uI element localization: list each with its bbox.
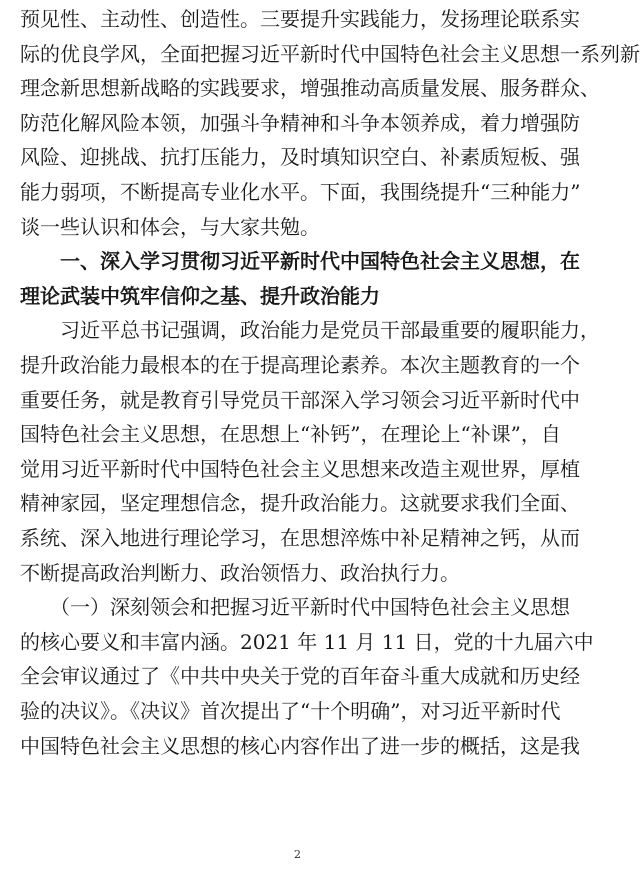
section-heading-line: 一、深入学习贯彻习近平新时代中国特色社会主义思想，在 [20, 249, 580, 274]
page-number: 2 [294, 848, 301, 861]
paragraph-line: 防范化解风险本领，加强斗争精神和斗争本领养成，着力增强防 [20, 110, 580, 135]
paragraph-line: 全会审议通过了《中共中央关于党的百年奋斗重大成就和历史经 [20, 664, 580, 689]
paragraph-line: 预见性、主动性、创造性。三要提升实践能力，发扬理论联系实 [20, 7, 580, 31]
paragraph-line: 际的优良学风，全面把握习近平新时代中国特色社会主义思想一系列新 [20, 41, 640, 66]
paragraph-line: 提升政治能力最根本的在于提高理论素养。本次主题教育的一个 [20, 353, 580, 377]
paragraph-line: 国特色社会主义思想，在思想上“补钙”，在理论上“补课”，自 [20, 422, 561, 447]
paragraph-line: 谈一些认识和体会，与大家共勉。 [20, 214, 320, 239]
paragraph-line: 重要任务，就是教育引导党员干部深入学习领会习近平新时代中 [20, 387, 580, 412]
paragraph-line: 不断提高政治判断力、政治领悟力、政治执行力。 [20, 560, 460, 585]
paragraph-line: 风险、迎挑战、抗打压能力，及时填知识空白、补素质短板、强 [20, 145, 580, 170]
paragraph-line: 习近平总书记强调，政治能力是党员干部最重要的履职能力， [20, 318, 600, 343]
paragraph-line: 觉用习近平新时代中国特色社会主义思想来改造主观世界，厚植 [20, 456, 580, 481]
paragraph-line: 验的决议》。《决议》首次提出了“十个明确”，对习近平新时代 [20, 699, 561, 723]
paragraph-line: 中国特色社会主义思想的核心内容作出了进一步的概括，这是我 [20, 733, 580, 758]
paragraph-line: （一）深刻领会和把握习近平新时代中国特色社会主义思想 [20, 595, 570, 620]
paragraph-line: 系统、深入地进行理论学习，在思想淬炼中补足精神之钙，从而 [20, 526, 580, 550]
section-heading-line: 理论武装中筑牢信仰之基、提升政治能力 [20, 283, 380, 308]
paragraph-line: 理念新思想新战略的实践要求，增强推动高质量发展、服务群众、 [20, 76, 600, 101]
paragraph-line: 的核心要义和丰富内涵。2021 年 11 月 11 日，党的十九届六中 [20, 629, 594, 654]
paragraph-line: 精神家园，坚定理想信念，提升政治能力。这就要求我们全面、 [20, 491, 580, 516]
paragraph-line: 能力弱项，不断提高专业化水平。下面，我围绕提升“三种能力” [20, 180, 581, 204]
